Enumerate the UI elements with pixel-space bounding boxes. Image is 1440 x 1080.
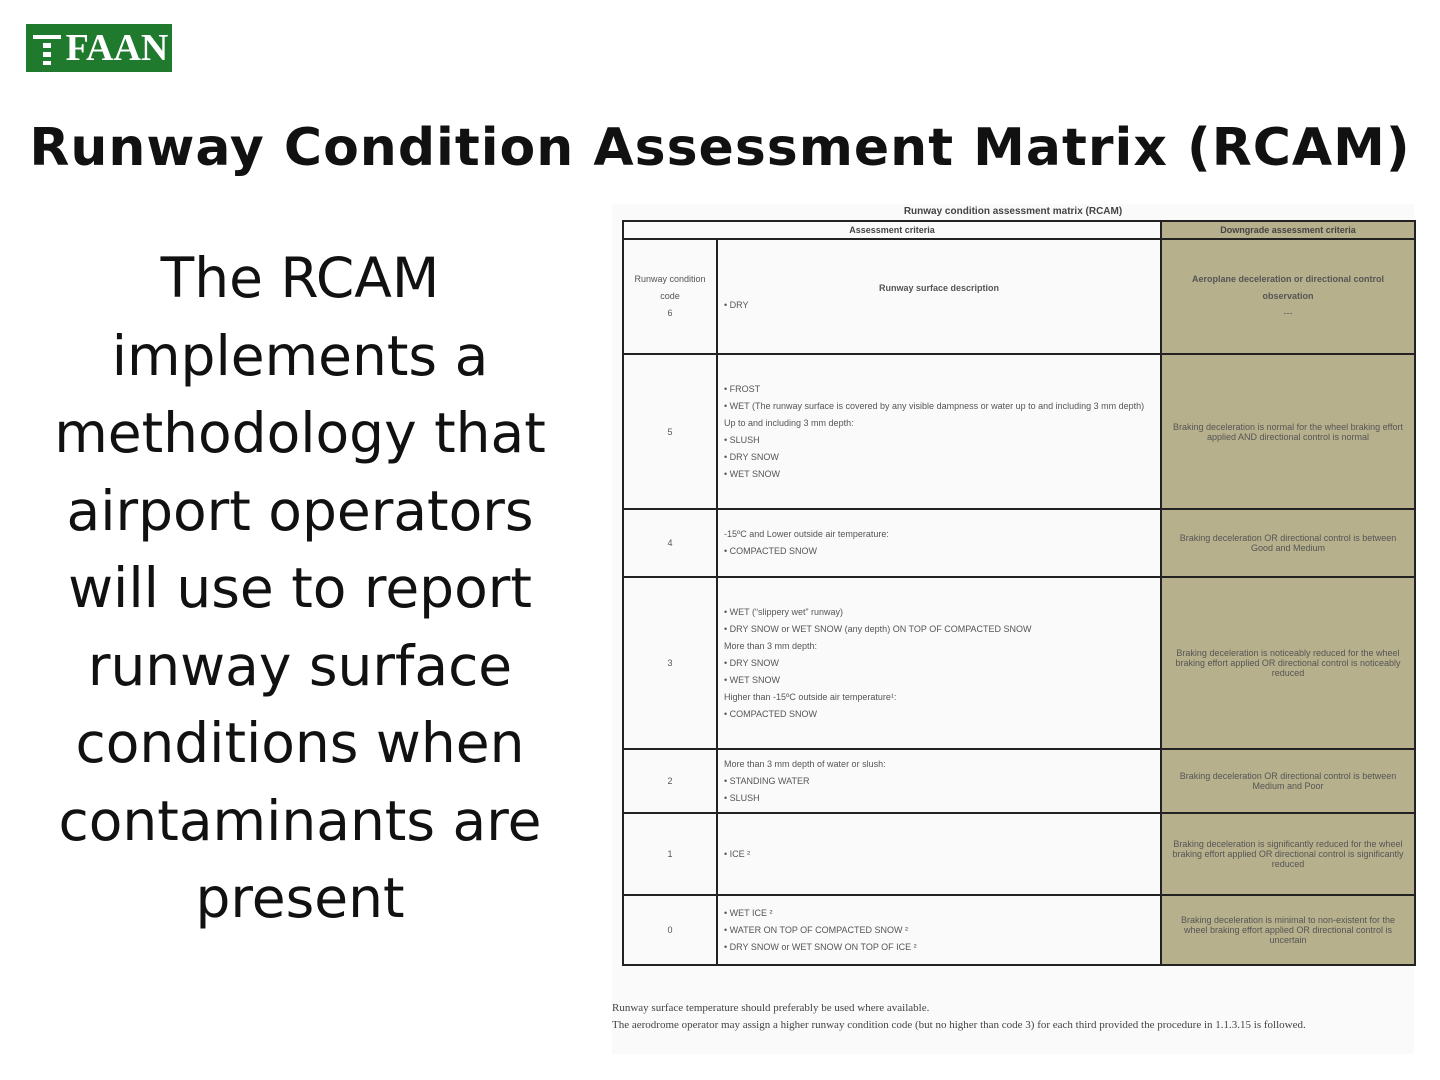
obs-text: Braking deceleration is noticeably reduced for the wheel braking effort applied OR directional control is noticeably reduced: [1161, 577, 1415, 749]
table-cell-code: [623, 239, 717, 354]
desc-line: • DRY SNOW or WET SNOW (any depth) ON TOP OF COMPACTED SNOW: [724, 623, 1032, 634]
table-cell-description: [717, 577, 1161, 749]
code-4: 4: [623, 509, 717, 577]
code-3: 3: [623, 577, 717, 749]
header-description: Runway surface description: [878, 282, 1000, 293]
obs-text: Braking deceleration OR directional control is between Medium and Poor: [1161, 749, 1415, 813]
desc-line: • DRY SNOW: [724, 657, 779, 668]
code-1: 1: [623, 813, 717, 895]
header-assessment-criteria: Assessment criteria: [623, 221, 1161, 239]
code-5: 5: [623, 354, 717, 509]
rcam-table: [622, 220, 1416, 966]
desc-line: More than 3 mm depth of water or slush:: [724, 758, 886, 769]
desc-line: • ICE ²: [724, 848, 751, 859]
desc-line: • STANDING WATER: [724, 775, 810, 786]
obs-text: Braking deceleration is normal for the wheel braking effort applied AND directional control is normal: [1161, 354, 1415, 509]
desc-line: • FROST: [724, 383, 761, 394]
code-0: 0: [623, 895, 717, 965]
rcam-note: Runway surface temperature should preferably be used where available.: [612, 1002, 930, 1014]
desc-line: • DRY: [724, 299, 749, 310]
header-code: Runway condition code: [634, 274, 706, 301]
faan-logo: [26, 24, 172, 72]
rcam-table-image: [612, 204, 1414, 1054]
table-cell-description: [717, 895, 1161, 965]
obs-text: Braking deceleration is significantly reduced for the wheel braking effort applied OR directional control is significantly reduced: [1161, 813, 1415, 895]
slide-title: Runway Condition Assessment Matrix (RCAM): [29, 118, 1411, 178]
desc-line: • COMPACTED SNOW: [724, 708, 817, 719]
desc-line: • WET (The runway surface is covered by any visible dampness or water up to and including 3 mm depth): [724, 400, 1145, 411]
desc-line: • DRY SNOW or WET SNOW ON TOP OF ICE ²: [724, 941, 917, 952]
desc-line: • COMPACTED SNOW: [724, 546, 817, 556]
rcam-table-title: Runway condition assessment matrix (RCAM): [903, 206, 1123, 217]
table-cell-description: [717, 749, 1161, 813]
table-cell-description: [717, 509, 1161, 577]
table-cell-observation: [1161, 239, 1415, 354]
desc-line: • WET SNOW: [724, 674, 780, 685]
table-cell-description: [717, 239, 1161, 354]
table-cell-description: [717, 354, 1161, 509]
code-2: 2: [623, 749, 717, 813]
desc-line: More than 3 mm depth:: [724, 640, 818, 651]
table-cell-description: [717, 813, 1161, 895]
desc-line: • WET ICE ²: [724, 907, 773, 918]
desc-line: Higher than -15ºC outside air temperature¹:: [724, 691, 897, 702]
runway-logo-icon: [29, 27, 65, 69]
code-6: 6: [667, 308, 673, 318]
obs-text: ---: [1283, 308, 1293, 318]
desc-line: • DRY SNOW: [724, 451, 779, 462]
desc-line: • SLUSH: [724, 434, 760, 445]
desc-line: Up to and including 3 mm depth:: [724, 417, 854, 428]
obs-text: Braking deceleration is minimal to non-existent for the wheel braking effort applied OR directional control is uncertain: [1161, 895, 1415, 965]
logo-text: FAAN: [65, 27, 169, 69]
header-downgrade-criteria: Downgrade assessment criteria: [1161, 221, 1415, 239]
rcam-notes: [612, 1000, 1414, 1034]
desc-line: • SLUSH: [724, 792, 760, 803]
rcam-note: The aerodrome operator may assign a higher runway condition code (but no higher than code 3) for each third provided the procedure in 1.1.3.15 is followed.: [612, 1019, 1306, 1031]
desc-line: • WATER ON TOP OF COMPACTED SNOW ²: [724, 924, 908, 935]
desc-line: • WET (“slippery wet” runway): [724, 606, 844, 617]
desc-line: -15ºC and Lower outside air temperature:: [724, 529, 889, 539]
obs-text: Braking deceleration OR directional control is between Good and Medium: [1161, 509, 1415, 577]
header-observation: Aeroplane deceleration or directional control observation: [1191, 274, 1385, 301]
slide-body-text: The RCAM implements a methodology that airport operators will use to report runway surface conditions when contaminants are present: [54, 246, 546, 930]
desc-line: • WET SNOW: [724, 468, 780, 479]
